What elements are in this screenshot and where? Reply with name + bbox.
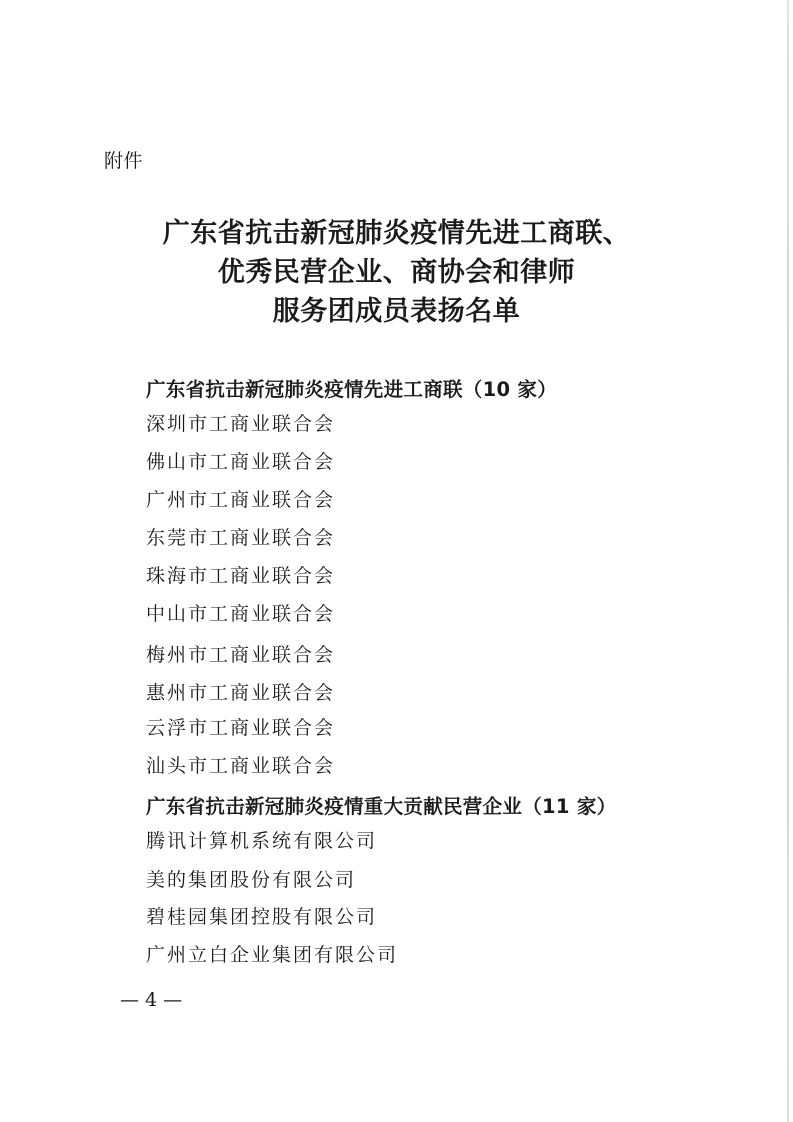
list-item: 广州市工商业联合会 <box>146 489 336 511</box>
list-item: 梅州市工商业联合会 <box>146 644 336 666</box>
list-item: 汕头市工商业联合会 <box>146 755 336 777</box>
list-item: 云浮市工商业联合会 <box>146 717 336 739</box>
list-item: 深圳市工商业联合会 <box>146 413 336 435</box>
list-item: 惠州市工商业联合会 <box>146 682 336 704</box>
section-heading-private-enterprises: 广东省抗击新冠肺炎疫情重大贡献民营企业（11 家） <box>146 795 617 818</box>
list-item: 佛山市工商业联合会 <box>146 451 336 473</box>
page-number: — 4 — <box>120 989 183 1011</box>
list-item: 东莞市工商业联合会 <box>146 527 336 549</box>
list-item: 美的集团股份有限公司 <box>146 869 357 891</box>
title-line-3: 服务团成员表扬名单 <box>272 296 521 327</box>
title-line-2: 优秀民营企业、商协会和律师 <box>217 257 576 288</box>
section-heading-advanced-federations: 广东省抗击新冠肺炎疫情先进工商联（10 家） <box>146 378 558 401</box>
attachment-label: 附件 <box>104 150 144 172</box>
list-item: 腾讯计算机系统有限公司 <box>146 830 378 852</box>
list-item: 珠海市工商业联合会 <box>146 565 336 587</box>
list-item: 碧桂园集团控股有限公司 <box>146 906 378 928</box>
list-item: 中山市工商业联合会 <box>146 603 336 625</box>
document-title <box>0 214 793 331</box>
list-item: 广州立白企业集团有限公司 <box>146 944 399 966</box>
page-edge-shadow <box>787 0 789 1122</box>
title-line-1: 广东省抗击新冠肺炎疫情先进工商联、 <box>162 218 631 249</box>
